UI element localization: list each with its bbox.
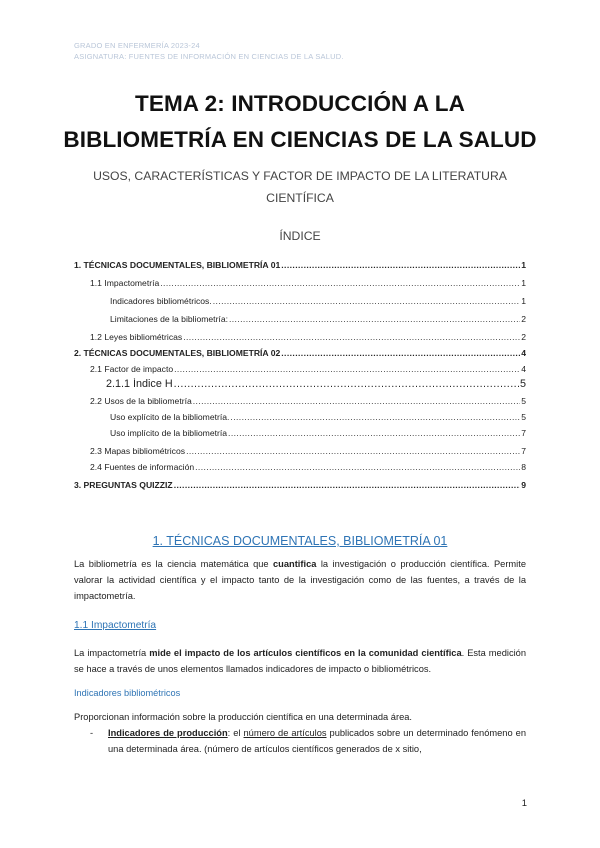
toc-entry[interactable]: Uso explícito de la bibliometría. ..... 5 [74, 412, 526, 426]
bullet-text: Indicadores de producción: el número de artículos publicados sobre un determinado fenómeno en una determinada área. (número de artículos científicos generados de x sitio, [108, 728, 526, 754]
indicadores-intro: Proporcionan información sobre la producción científica en una determinada área. [74, 712, 412, 722]
toc-entry[interactable]: 3. PREGUNTAS QUIZZIZ ..... 9 [74, 480, 526, 494]
title-line-2: BIBLIOMETRÍA EN CIENCIAS DE LA SALUD [63, 127, 537, 152]
toc-entry[interactable]: 1. TÉCNICAS DOCUMENTALES, BIBLIOMETRÍA 01 ..... 1 [74, 260, 526, 274]
subtitle-line-1: USOS, CARACTERÍSTICAS Y FACTOR DE IMPACTO DE LA LITERATURA [93, 169, 507, 183]
header-line-subject: ASIGNATURA: FUENTES DE INFORMACIÓN EN CIENCIAS DE LA SALUD. [74, 52, 344, 61]
running-header [74, 40, 344, 62]
list-item [90, 725, 526, 757]
bullet-dash: - [90, 728, 94, 738]
indicadores-heading: Indicadores bibliométricos [74, 688, 181, 698]
page-number: 1 [521, 798, 527, 809]
toc-entry[interactable]: 2. TÉCNICAS DOCUMENTALES, BIBLIOMETRÍA 02 ..... 4 [74, 348, 526, 362]
subtitle-line-2: CIENTÍFICA [266, 191, 334, 205]
toc-entry[interactable]: 2.4 Fuentes de información ..... 8 [74, 462, 526, 476]
toc-entry[interactable]: Uso implícito de la bibliometría ..... 7 [74, 428, 526, 442]
document-title [40, 86, 560, 158]
section-1-paragraph: La bibliometría es la ciencia matemática que cuantifica la investigación o producción científica. Permite valorar la actividad científica y el impacto tanto de la investigación como de las fuentes, a través de la impactometría. [74, 559, 526, 601]
header-line-degree: GRADO EN ENFERMERÍA 2023-24 [74, 41, 200, 50]
toc-entry[interactable]: 1.2 Leyes bibliométricas ..... 2 [74, 332, 526, 346]
toc-entry[interactable]: 2.2 Usos de la bibliometría ..... 5 [74, 396, 526, 410]
toc-entry[interactable]: Limitaciones de la bibliometría: ..... 2 [74, 314, 526, 328]
toc-entry[interactable]: 2.1.1 Índice H ..... 5 [74, 378, 526, 394]
section-1-1-heading: 1.1 Impactometría [74, 620, 157, 631]
document-subtitle [70, 165, 530, 209]
toc-entry[interactable]: 2.3 Mapas bibliométricos ..... 7 [74, 446, 526, 460]
section-1-heading: 1. TÉCNICAS DOCUMENTALES, BIBLIOMETRÍA 01 [152, 534, 448, 548]
title-line-1: TEMA 2: INTRODUCCIÓN A LA [135, 91, 465, 116]
toc-entry[interactable]: 1.1 Impactometría ..... 1 [74, 278, 526, 292]
toc-entry[interactable]: 2.1 Factor de impacto ..... 4 [74, 364, 526, 378]
toc-entry[interactable]: Indicadores bibliométricos. ..... 1 [74, 296, 526, 310]
toc-title: ÍNDICE [279, 229, 321, 243]
section-1-1-paragraph: La impactometría mide el impacto de los artículos científicos en la comunidad científica. Esta medición se hace a través de unos elementos llamados indicadores de impacto o bibliométricos. [74, 648, 526, 674]
